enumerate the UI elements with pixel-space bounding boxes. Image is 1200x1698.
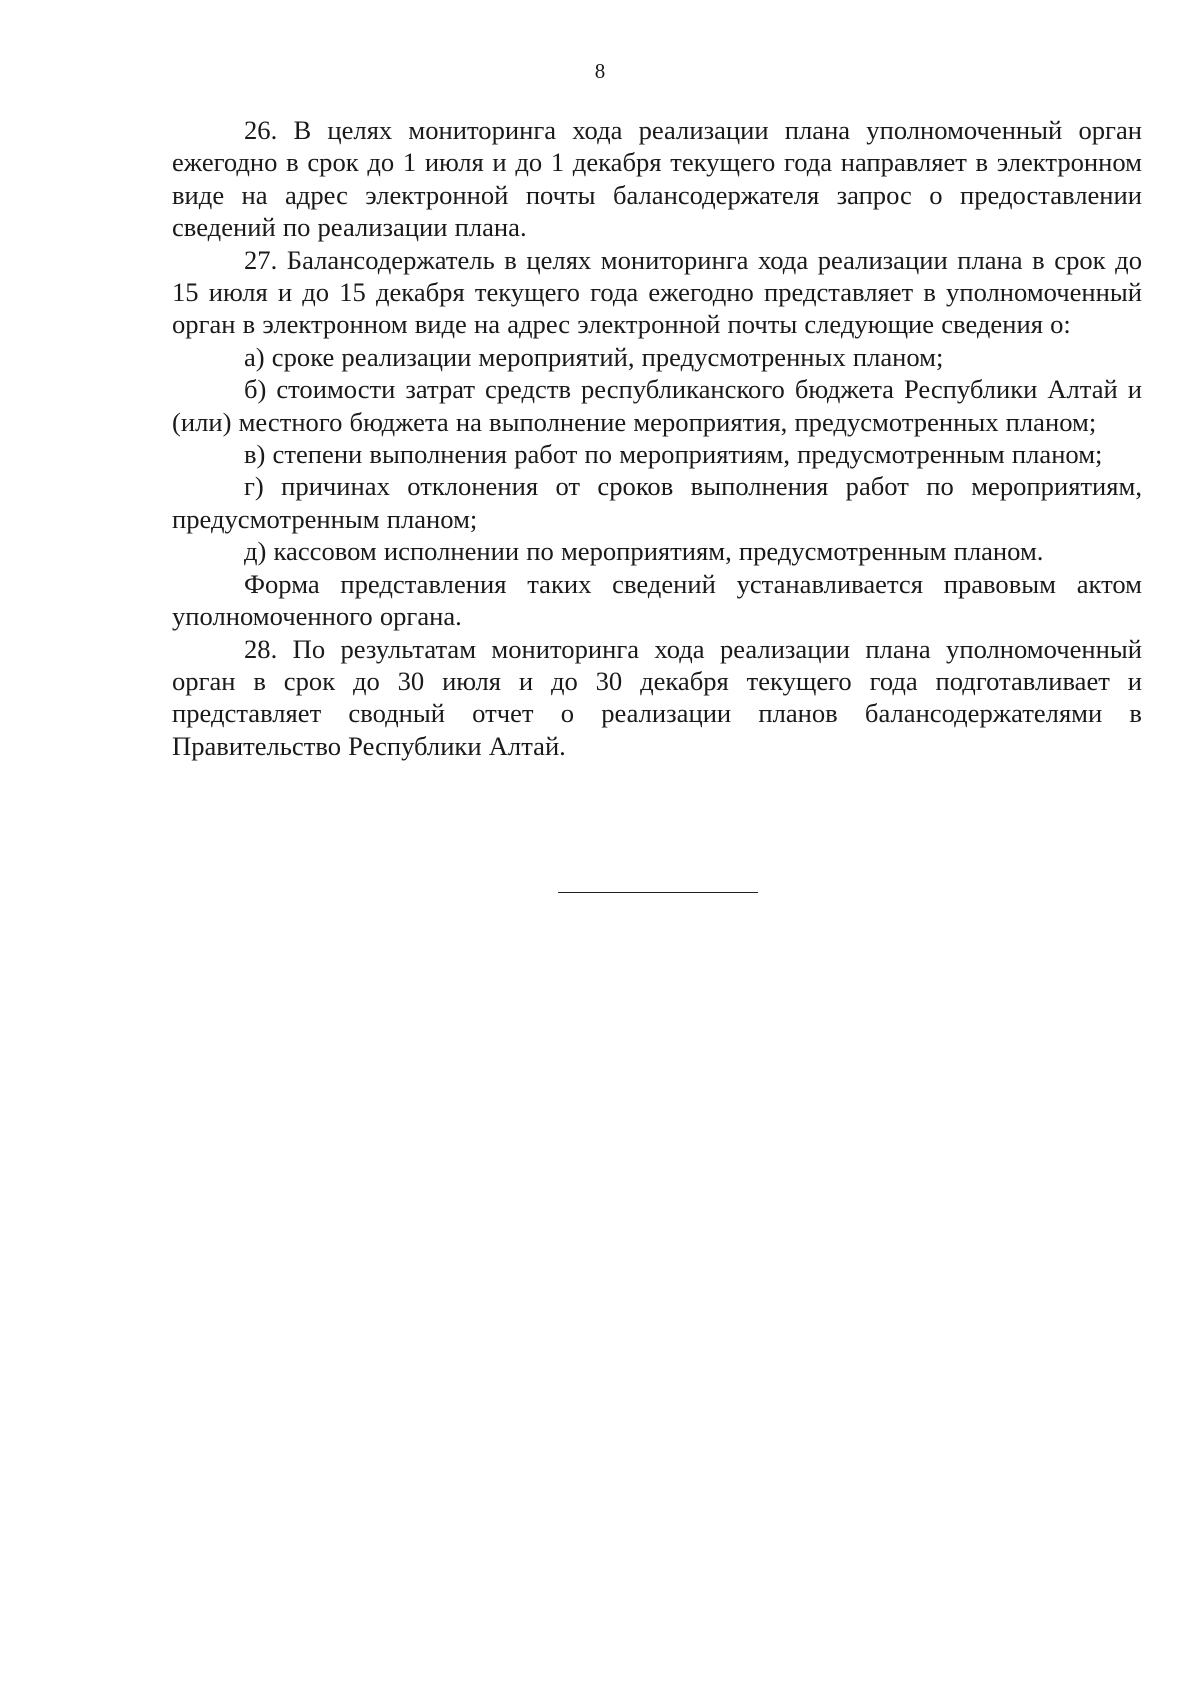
paragraph-26: 26. В целях мониторинга хода реализации плана уполномоченный орган ежегодно в срок до 1 июля и до 1 декабря текущего года направляет в электронном виде на адрес электронной почты балансодержателя запрос о предоставлении сведений по реализации плана.	[172, 115, 1142, 243]
paragraph-27: 27. Балансодержатель в целях мониторинга хода реализации плана в срок до 15 июля и до 15 декабря текущего года ежегодно представляет в уполномоченный орган в электронном виде на адрес электронной почты следующие сведения о:	[172, 244, 1142, 340]
list-item-a: а) сроке реализации мероприятий, предусмотренных планом;	[244, 341, 944, 372]
end-separator-line	[558, 892, 758, 893]
list-item-g: г) причинах отклонения от сроков выполнения работ по мероприятиям, предусмотренным планом;	[172, 471, 1142, 534]
document-body	[172, 114, 1142, 762]
list-item-b: б) стоимости затрат средств республиканского бюджета Республики Алтай и (или) местного бюджета на выполнение мероприятия, предусмотренных планом;	[172, 374, 1142, 437]
paragraph-28: 28. По результатам мониторинга хода реализации плана уполномоченный орган в срок до 30 июля и до 30 декабря текущего года подготавливает и представляет сводный отчет о реализации планов балансодержателями в Правительство Республики Алтай.	[172, 633, 1142, 761]
page-number: 8	[594, 59, 606, 83]
list-item-v: в) степени выполнения работ по мероприятиям, предусмотренным планом;	[244, 439, 1103, 470]
list-item-d: д) кассовом исполнении по мероприятиям, предусмотренным планом.	[244, 536, 1044, 567]
form-note-paragraph: Форма представления таких сведений устанавливается правовым актом уполномоченного органа.	[172, 568, 1142, 632]
